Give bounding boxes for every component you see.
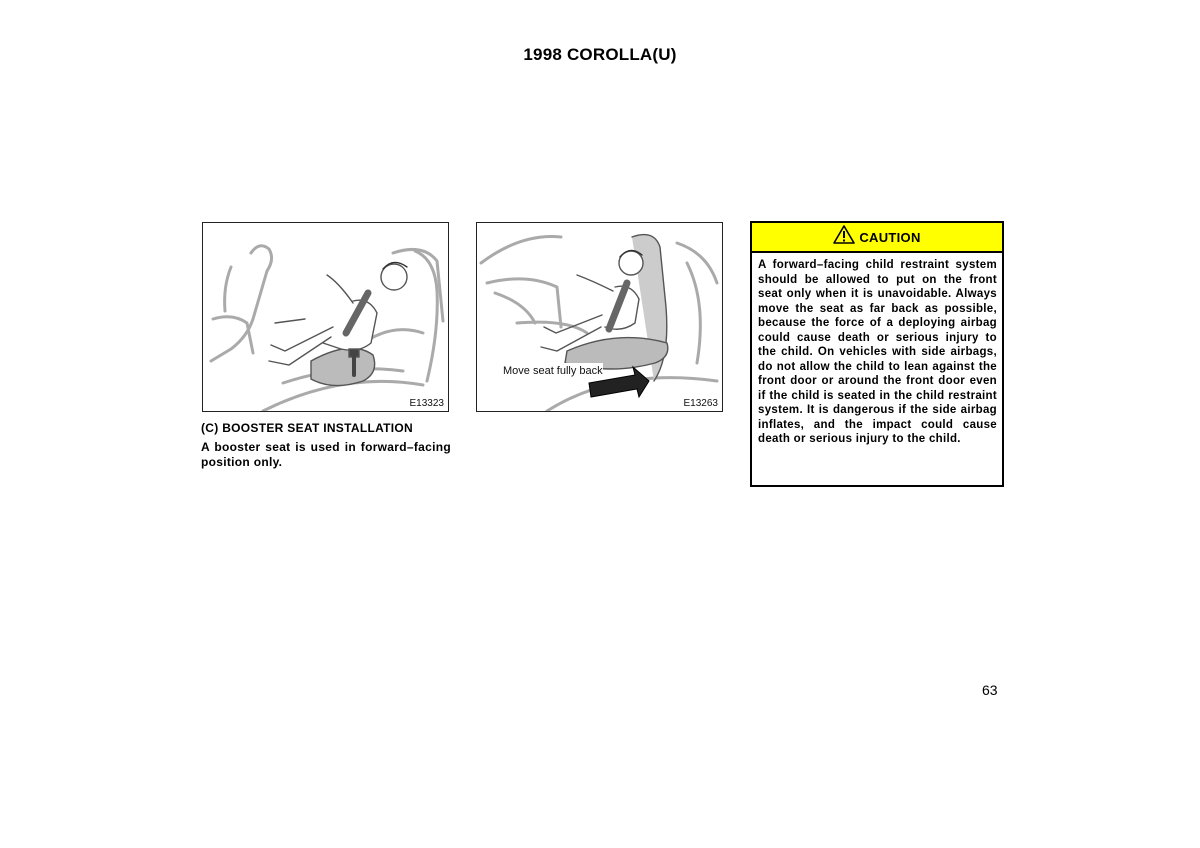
section-body: A booster seat is used in forward–facing position only.: [201, 440, 451, 469]
warning-triangle-icon: [833, 225, 855, 249]
caution-text: A forward–facing child restraint system should be allowed to put on the front seat only when it is unavoidable. Always move the seat as far back as possible, because the force of a deploying airbag could cause death or serious injury to the child. On vehicles with side airbags, do not allow the child to lean against the front door or around the front door even if the child is seated in the child restraint system. It is dangerous if the side airbag inflates, and the impact could cause death or serious injury to the child.: [758, 259, 997, 445]
page-title: 1998 COROLLA(U): [523, 45, 677, 64]
section-heading: (C) BOOSTER SEAT INSTALLATION: [201, 421, 414, 435]
booster-seat-drawing: [203, 223, 448, 411]
caution-label: CAUTION: [859, 229, 921, 245]
figure-callout: Move seat fully back: [503, 365, 603, 377]
booster-seat-illustration: [202, 222, 449, 412]
caution-header: [752, 223, 1002, 253]
move-seat-drawing: [477, 223, 722, 411]
page-number: 63: [982, 682, 998, 698]
move-seat-illustration: [476, 222, 723, 412]
figure-code: E13323: [409, 398, 444, 409]
caution-box: [750, 221, 1004, 487]
figure-code: E13263: [683, 398, 718, 409]
